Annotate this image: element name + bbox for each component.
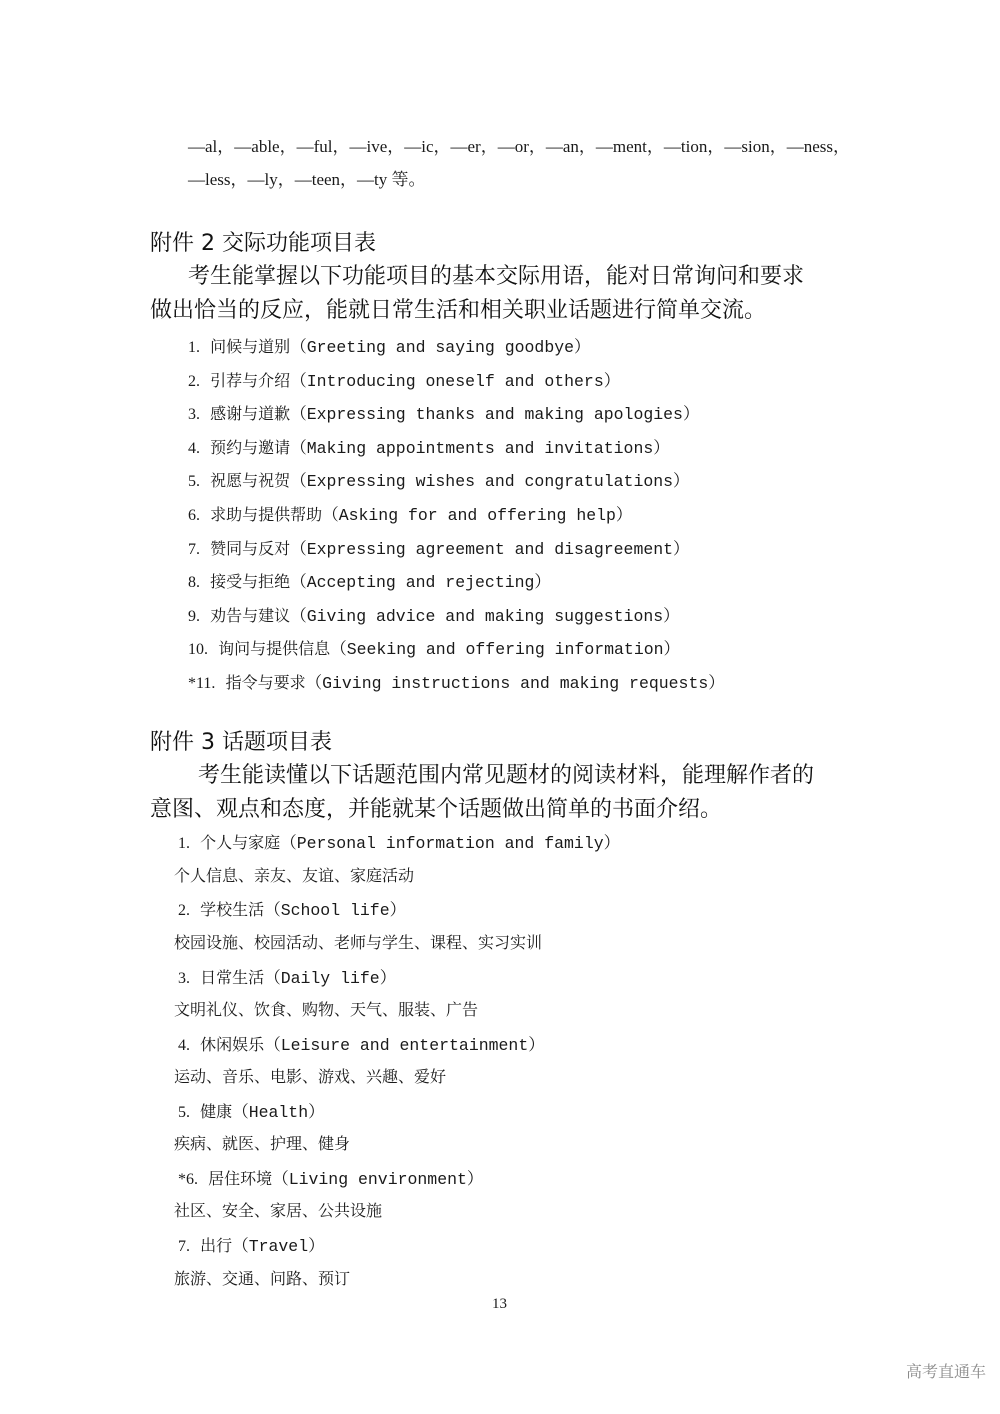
topic-item: 5. 健康（Health）	[178, 1102, 325, 1122]
topic-subtopics: 旅游、交通、问路、预订	[174, 1269, 351, 1288]
function-item: *11. 指令与要求（Giving instructions and making requests）	[188, 673, 725, 693]
topic-item: 1. 个人与家庭（Personal information and family）	[178, 833, 621, 853]
page-number: 13	[492, 1296, 507, 1312]
topic-item: 7. 出行（Travel）	[178, 1236, 325, 1256]
topic-item: 4. 休闲娱乐（Leisure and entertainment）	[178, 1035, 545, 1055]
topic-subtopics: 个人信息、亲友、友谊、家庭活动	[174, 866, 415, 885]
appendix-3-intro-line-2: 意图、观点和态度，并能就某个话题做出简单的书面介绍。	[150, 797, 723, 822]
function-item: 2. 引荐与介绍（Introducing oneself and others）	[188, 371, 621, 391]
topic-item: 3. 日常生活（Daily life）	[178, 968, 397, 988]
appendix-2-intro-line-1: 考生能掌握以下功能项目的基本交际用语，能对日常询问和要求	[188, 264, 805, 289]
function-item: 4. 预约与邀请（Making appointments and invitations）	[188, 438, 670, 458]
topic-subtopics: 运动、音乐、电影、游戏、兴趣、爱好	[174, 1067, 447, 1086]
function-item: 6. 求助与提供帮助（Asking for and offering help）	[188, 505, 633, 525]
appendix-3-intro-line-1: 考生能读懂以下话题范围内常见题材的阅读材料，能理解作者的	[198, 763, 815, 788]
topic-subtopics: 校园设施、校园活动、老师与学生、课程、实习实训	[174, 933, 543, 952]
topic-subtopics: 疾病、就医、护理、健身	[174, 1134, 351, 1153]
topic-subtopics: 社区、安全、家居、公共设施	[174, 1201, 383, 1220]
appendix-3-heading: 附件 3 话题项目表	[150, 730, 332, 755]
topic-item: *6. 居住环境（Living environment）	[178, 1169, 484, 1189]
function-item: 1. 问候与道别（Greeting and saying goodbye）	[188, 337, 591, 357]
function-item: 8. 接受与拒绝（Accepting and rejecting）	[188, 572, 551, 592]
function-item: 7. 赞同与反对（Expressing agreement and disagreement）	[188, 539, 690, 559]
function-item: 10. 询问与提供信息（Seeking and offering information）	[188, 639, 681, 659]
function-item: 9. 劝告与建议（Giving advice and making suggestions）	[188, 606, 680, 626]
suffix-list-line-2: —less，—ly，—teen，—ty 等。	[188, 170, 426, 189]
function-item: 5. 祝愿与祝贺（Expressing wishes and congratulations）	[188, 471, 690, 491]
appendix-2-intro-line-2: 做出恰当的反应，能就日常生活和相关职业话题进行简单交流。	[150, 298, 767, 323]
watermark-text: 高考直通车	[905, 1362, 986, 1381]
topic-subtopics: 文明礼仪、饮食、购物、天气、服装、广告	[174, 1000, 479, 1019]
appendix-2-heading: 附件 2 交际功能项目表	[150, 231, 376, 256]
function-item: 3. 感谢与道歉（Expressing thanks and making apologies）	[188, 404, 700, 424]
suffix-list-line-1: —al，—able，—ful，—ive，—ic，—er，—or，—an，—ment，—tion，—sion，—ness，	[188, 137, 850, 156]
topic-item: 2. 学校生活（School life）	[178, 900, 407, 920]
